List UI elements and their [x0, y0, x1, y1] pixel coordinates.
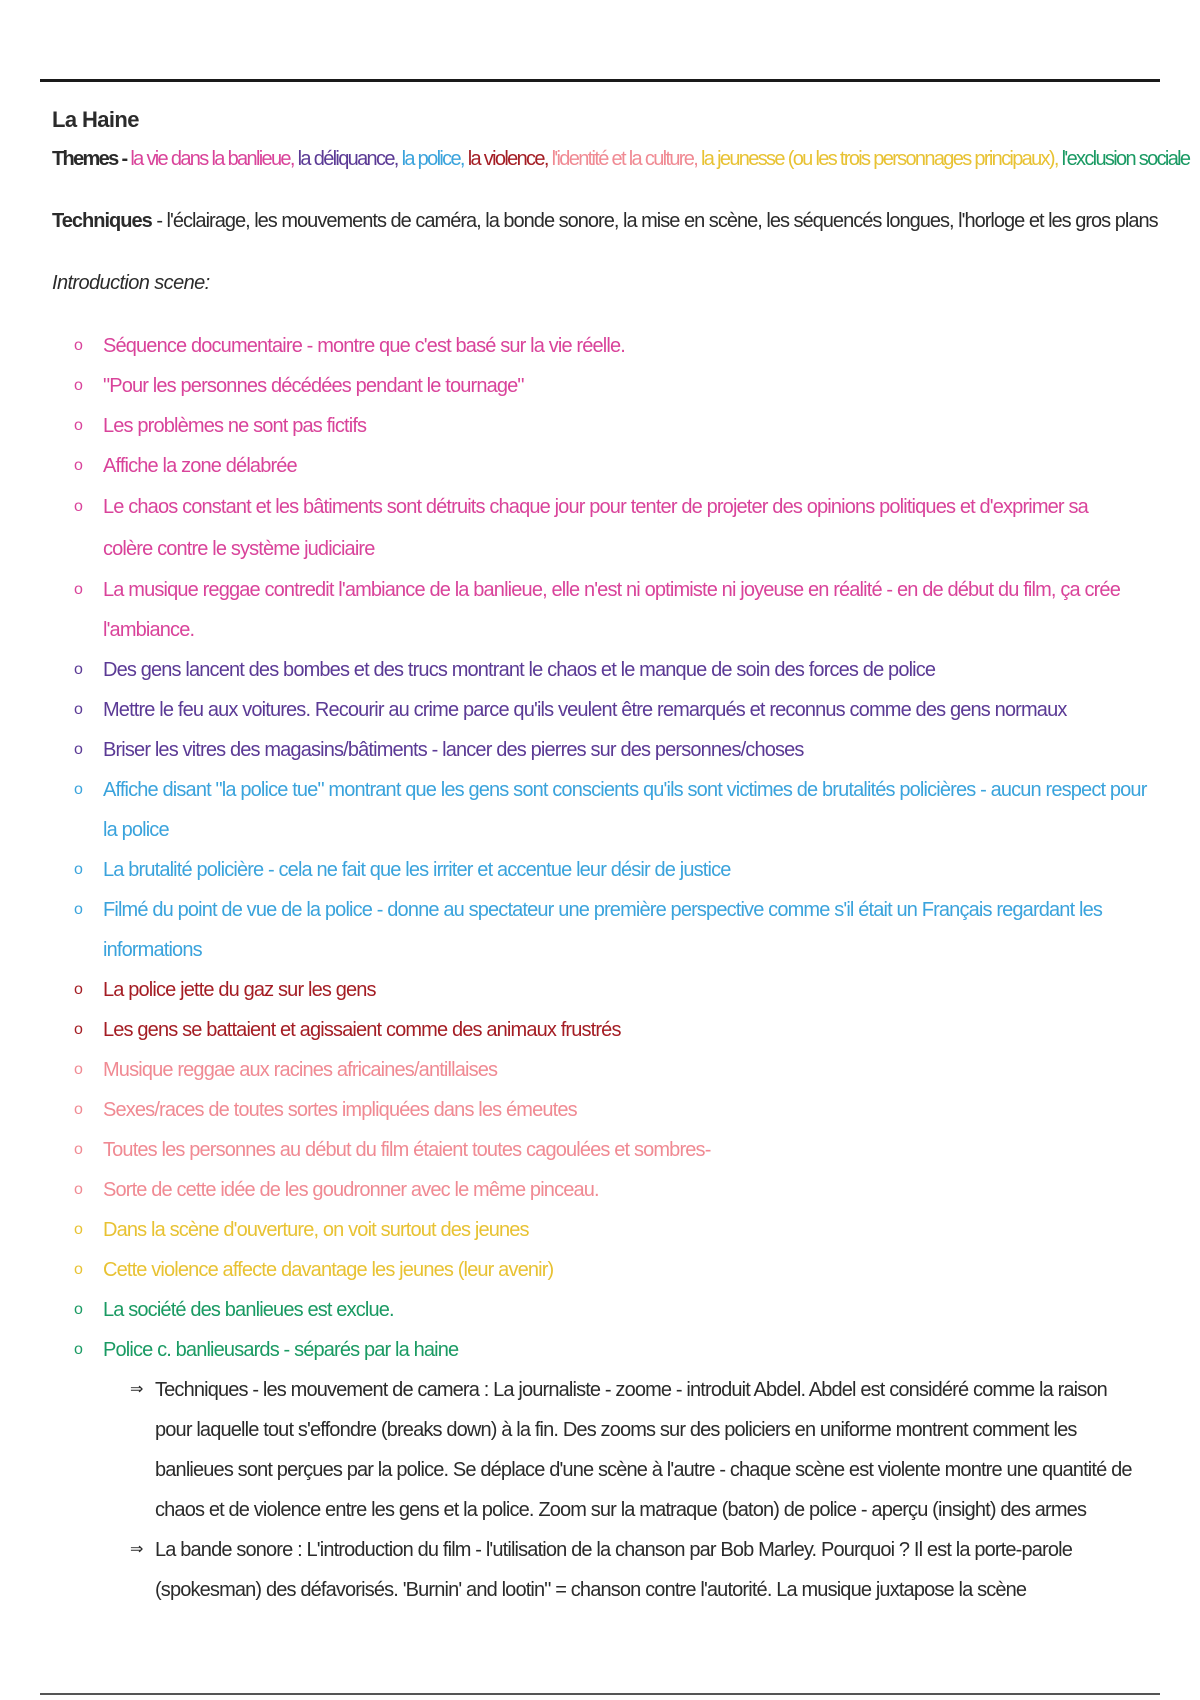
list-item-text: Affiche disant "la police tue" montrant que les gens sont conscients qu'ils sont victimes de brutalités policières - aucun respect pour la police [103, 779, 1147, 841]
list-item [52, 366, 1162, 406]
list-item-text: Des gens lancent des bombes et des trucs montrant le chaos et le manque de soin des forces de police [103, 659, 936, 681]
theme-item: l'identité et la culture, [547, 148, 698, 170]
list-item-text: Musique reggae aux racines africaines/antillaises [103, 1059, 498, 1081]
list-item [52, 850, 1162, 890]
bullet-marker: o [74, 1261, 83, 1278]
bullet-marker: o [74, 701, 83, 718]
bullet-marker: o [74, 661, 83, 678]
list-item [52, 1330, 1162, 1370]
bullet-marker: o [74, 1221, 83, 1238]
list-item-text: Mettre le feu aux voitures. Recourir au crime parce qu'ils veulent être remarqués et reconnus comme des gens normaux [103, 699, 1067, 721]
sub-bullet-list [52, 1370, 1162, 1610]
themes-label: Themes [52, 148, 118, 170]
bottom-divider [40, 1693, 1160, 1695]
bullet-marker: o [74, 861, 83, 878]
list-item [52, 730, 1162, 770]
bullet-marker: o [74, 1141, 83, 1158]
bullet-list [52, 326, 1162, 1370]
list-item [52, 486, 1162, 570]
list-item-text: Séquence documentaire - montre que c'est basé sur la vie réelle. [103, 335, 625, 357]
list-item-text: Affiche la zone délabrée [103, 455, 297, 477]
theme-item: la vie dans la banlieue, [130, 148, 294, 170]
theme-item: la déliquance, [293, 148, 398, 170]
list-item-text: Sexes/races de toutes sortes impliquées dans les émeutes [103, 1099, 577, 1121]
sub-list-item [52, 1370, 1162, 1530]
list-item-text: La police jette du gaz sur les gens [103, 979, 376, 1001]
bullet-marker: o [74, 1101, 83, 1118]
list-item [52, 406, 1162, 446]
list-item-text: Sorte de cette idée de les goudronner avec le même pinceau. [103, 1179, 599, 1201]
list-item-text: "Pour les personnes décédées pendant le tournage" [103, 375, 524, 397]
sub-list-item-text: La bande sonore : L'introduction du film - l'utilisation de la chanson par Bob Marley. Pourquoi ? Il est la porte-parole (spokesman) des défavorisés. 'Burnin' and lootin" = chanson contre l'autorité. La musique juxtapose la scène [155, 1539, 1072, 1601]
bullet-marker: o [74, 901, 83, 918]
list-item [52, 1130, 1162, 1170]
bullet-marker: o [74, 781, 83, 798]
bullet-marker: o [74, 581, 83, 598]
theme-item: la jeunesse (ou les trois personnages principaux), [697, 148, 1058, 170]
techniques-label: Techniques [52, 210, 152, 232]
bullet-marker: o [74, 981, 83, 998]
list-item [52, 650, 1162, 690]
list-item [52, 970, 1162, 1010]
intro-label: Introduction scene: [52, 272, 210, 294]
list-item [52, 1090, 1162, 1130]
bullet-marker: o [74, 498, 83, 515]
list-item [52, 446, 1162, 486]
list-item [52, 1250, 1162, 1290]
bullet-marker: o [74, 377, 83, 394]
list-item [52, 1050, 1162, 1090]
list-item [52, 1290, 1162, 1330]
theme-item: la police, [397, 148, 464, 170]
list-item [52, 1010, 1162, 1050]
themes-separator: - [117, 148, 131, 170]
bullet-marker: o [74, 1341, 83, 1358]
list-item-text: Cette violence affecte davantage les jeunes (leur avenir) [103, 1259, 554, 1281]
list-item-text: Les gens se battaient et agissaient comme des animaux frustrés [103, 1019, 621, 1041]
list-item-text: Police c. banlieusards - séparés par la haine [103, 1339, 459, 1361]
list-item-text: Filmé du point de vue de la police - donne au spectateur une première perspective comme s'il était un Français regardant les informations [103, 899, 1103, 961]
bullet-marker: o [74, 417, 83, 434]
bullet-marker: o [74, 1061, 83, 1078]
list-item [52, 326, 1162, 366]
list-item [52, 890, 1162, 970]
list-item-text: Toutes les personnes au début du film étaient toutes cagoulées et sombres- [103, 1139, 711, 1161]
bullet-marker: o [74, 1021, 83, 1038]
themes-list [130, 148, 1189, 170]
bullet-marker: o [74, 457, 83, 474]
page-title: La Haine [52, 107, 139, 132]
theme-item: l'exclusion sociale [1057, 148, 1190, 170]
list-item-text: Briser les vitres des magasins/bâtiments - lancer des pierres sur des personnes/choses [103, 739, 804, 761]
techniques-line [52, 206, 1162, 268]
arrow-icon: ⇒ [130, 1541, 143, 1558]
list-item-text: Les problèmes ne sont pas fictifs [103, 415, 367, 437]
list-item [52, 1210, 1162, 1250]
arrow-icon: ⇒ [130, 1381, 143, 1398]
list-item-text: Le chaos constant et les bâtiments sont détruits chaque jour pour tenter de projeter des opinions politiques et d'exprimer sa colère contre le système judiciaire [103, 496, 1088, 560]
document-body [52, 104, 1190, 1610]
sub-list-item-text: Techniques - les mouvement de camera : La journaliste - zoome - introduit Abdel. Abdel est considéré comme la raison pour laquelle tout s'effondre (breaks down) à la fin. Des zooms sur des policiers en uniforme montrent comment les banlieues sont perçues par la police. Se déplace d'une scène à l'autre - chaque scène est violente montre une quantité de chaos et de violence entre les gens et la police. Zoom sur la matraque (baton) de police - aperçu (insight) des armes [155, 1379, 1132, 1521]
list-item-text: La brutalité policière - cela ne fait que les irriter et accentue leur désir de justice [103, 859, 731, 881]
bullet-marker: o [74, 1301, 83, 1318]
list-item-text: La société des banlieues est exclue. [103, 1299, 394, 1321]
theme-item: la violence, [463, 148, 548, 170]
list-item-text: Dans la scène d'ouverture, on voit surtout des jeunes [103, 1219, 529, 1241]
list-item-text: La musique reggae contredit l'ambiance de la banlieue, elle n'est ni optimiste ni joyeuse en réalité - en de début du film, ça crée l'ambiance. [103, 579, 1120, 641]
list-item [52, 690, 1162, 730]
list-item [52, 1170, 1162, 1210]
list-item [52, 570, 1162, 650]
bullet-marker: o [74, 337, 83, 354]
top-divider [40, 79, 1160, 82]
themes-line [52, 144, 1190, 206]
sub-list-item [52, 1530, 1162, 1610]
bullet-marker: o [74, 1181, 83, 1198]
techniques-text: - l'éclairage, les mouvements de caméra, la bonde sonore, la mise en scène, les séquencés longues, l'horloge et les gros plans [151, 210, 1158, 232]
list-item [52, 770, 1162, 850]
bullet-marker: o [74, 741, 83, 758]
